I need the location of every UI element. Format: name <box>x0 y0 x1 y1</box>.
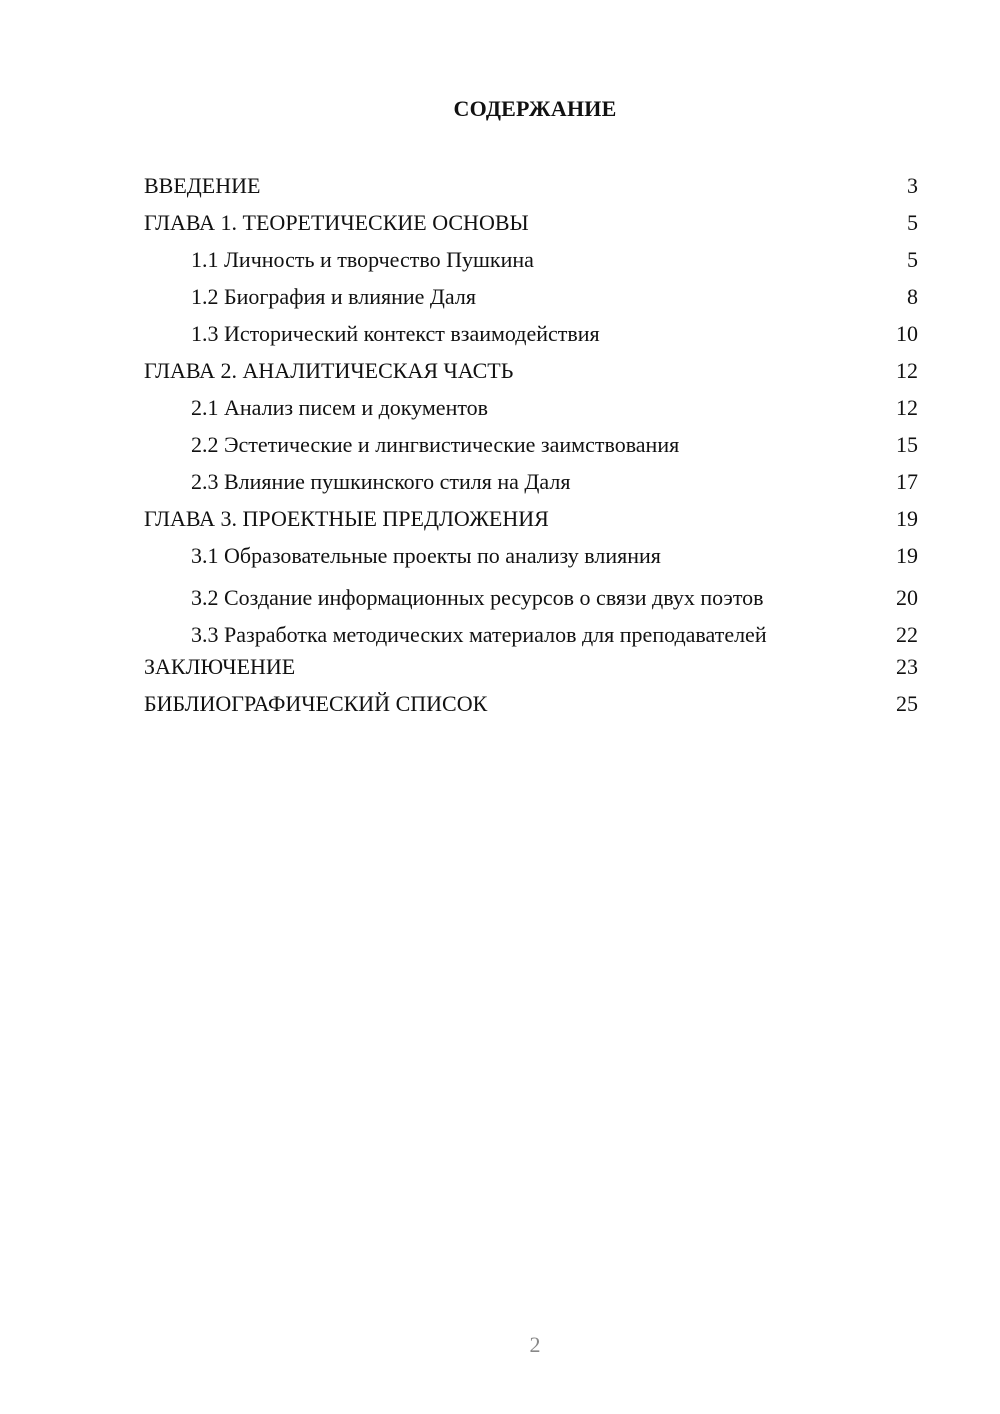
toc-entry-label: 3.2 Создание информационных ресурсов о связи двух поэтов <box>191 585 764 610</box>
toc-entry-page: 19 <box>896 543 918 568</box>
toc-entry-page: 5 <box>907 210 918 235</box>
table-of-contents <box>144 167 918 722</box>
toc-entry-page: 10 <box>896 321 918 346</box>
toc-entry-label: 1.3 Исторический контекст взаимодействия <box>191 321 600 346</box>
toc-entry-section-2-3[interactable] <box>144 463 918 500</box>
toc-entry-label: ЗАКЛЮЧЕНИЕ <box>144 654 296 679</box>
toc-entry-label: 1.1 Личность и творчество Пушкина <box>191 247 534 272</box>
toc-entry-conclusion[interactable] <box>144 648 918 685</box>
toc-entry-label: 2.3 Влияние пушкинского стиля на Даля <box>191 469 571 494</box>
page-number: 2 <box>529 1332 541 1357</box>
toc-entry-label: ВВЕДЕНИЕ <box>144 173 261 198</box>
toc-entry-label: ГЛАВА 2. АНАЛИТИЧЕСКАЯ ЧАСТЬ <box>144 358 514 383</box>
toc-entry-section-2-1[interactable] <box>144 389 918 426</box>
toc-entry-page: 23 <box>896 654 918 679</box>
toc-entry-page: 12 <box>896 358 918 383</box>
toc-entry-page: 17 <box>896 469 918 494</box>
toc-entry-label: 3.3 Разработка методических материалов для преподавателей <box>191 622 767 647</box>
toc-entry-section-3-3[interactable] <box>144 611 918 648</box>
toc-entry-label: БИБЛИОГРАФИЧЕСКИЙ СПИСОК <box>144 691 488 716</box>
toc-entry-page: 3 <box>907 173 918 198</box>
toc-entry-introduction[interactable] <box>144 167 918 204</box>
toc-entry-section-2-2[interactable] <box>144 426 918 463</box>
toc-entry-label: ГЛАВА 3. ПРОЕКТНЫЕ ПРЕДЛОЖЕНИЯ <box>144 506 549 531</box>
toc-entry-page: 5 <box>907 247 918 272</box>
toc-entry-chapter-2[interactable] <box>144 352 918 389</box>
toc-entry-page: 25 <box>896 691 918 716</box>
toc-entry-page: 15 <box>896 432 918 457</box>
toc-entry-chapter-3[interactable] <box>144 500 918 537</box>
toc-entry-section-3-1[interactable] <box>144 537 918 574</box>
toc-entry-page: 19 <box>896 506 918 531</box>
toc-entry-section-1-1[interactable] <box>144 241 918 278</box>
toc-entry-label: 2.1 Анализ писем и документов <box>191 395 489 420</box>
page-title: СОДЕРЖАНИЕ <box>453 96 617 121</box>
toc-entry-chapter-1[interactable] <box>144 204 918 241</box>
toc-entry-page: 20 <box>896 585 918 610</box>
toc-entry-page: 8 <box>907 284 918 309</box>
toc-entry-page: 22 <box>896 622 918 647</box>
toc-entry-label: 1.2 Биография и влияние Даля <box>191 284 476 309</box>
toc-entry-label: ГЛАВА 1. ТЕОРЕТИЧЕСКИЕ ОСНОВЫ <box>144 210 529 235</box>
toc-entry-page: 12 <box>896 395 918 420</box>
toc-entry-label: 2.2 Эстетические и лингвистические заимствования <box>191 432 680 457</box>
toc-entry-label: 3.1 Образовательные проекты по анализу влияния <box>191 543 661 568</box>
toc-entry-section-1-3[interactable] <box>144 315 918 352</box>
toc-entry-section-1-2[interactable] <box>144 278 918 315</box>
toc-entry-section-3-2[interactable] <box>144 574 918 611</box>
toc-entry-bibliography[interactable] <box>144 685 918 722</box>
